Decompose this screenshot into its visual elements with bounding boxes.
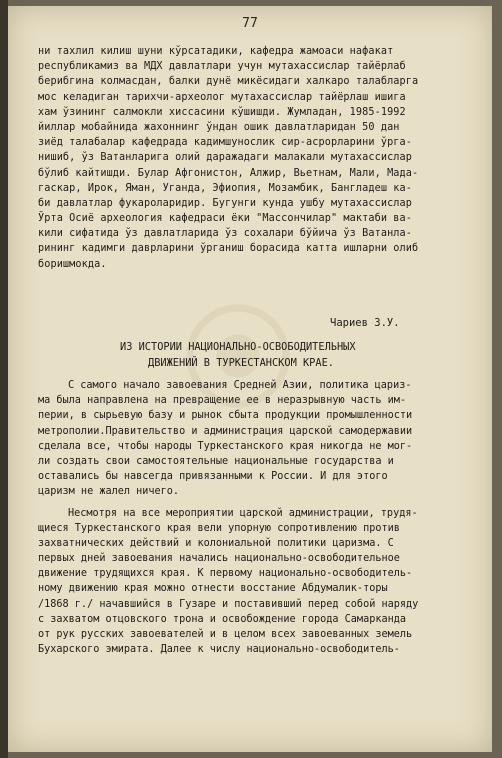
text-line: ни тахлил килиш шуни кўрсатадики, кафедра жамоаси нафакат (38, 46, 394, 57)
text-line: щиеся Туркестанского края вели упорную сопротивлению против (38, 522, 400, 534)
author-name: Чариев З.У. (330, 317, 400, 329)
title-line: ДВИЖЕНИЙ В ТУРКЕСТАНСКОМ КРАЕ. (148, 357, 334, 369)
text-line: С самого начало завоевания Средней Азии, политика цариз- (68, 380, 412, 391)
text-line: гаскар, Ирок, Яман, Уганда, Эфиопия, Мозамбик, Бангладеш ка- (38, 182, 413, 194)
text-line: захватнических действий и колониальной политики царизма. С (38, 537, 394, 549)
text-line: от рук русских завоевателей и в целом всех завоеванных земель (38, 629, 413, 640)
text-line: первых дней завоевания начались национально-освободительное (38, 553, 400, 565)
text-line: с захватом отцовского трона и освобождение города Самарканда (38, 613, 407, 625)
text-line: царизм не жалел ничего. (38, 486, 180, 498)
text-line: кили сифатида ўз давлатларида ўз сохалари бўйича ўз Ватанла- (38, 228, 413, 240)
text-line: метрополии.Правительство и администрация царской самодержавии (38, 425, 413, 437)
text-line: рининг кадимги даврларини ўрганиш борасида катта ишларни олиб (38, 243, 419, 255)
text-line: хам ўзининг салмокли хиссасини кўшишди. Жумладан, 1985-1992 (38, 106, 406, 118)
text-line: ма была направлена на превращение ее в неразрывную часть им- (38, 395, 407, 407)
text-line: нишиб, ўз Ватанларига олий даражадаги малакали мутахассислар (38, 152, 413, 164)
text-line: зиёд талабалар кафедрада кадимшунослик сир-асрорларини ўрга- (38, 137, 413, 149)
document-page (8, 6, 492, 752)
text-line: оставались бы навсегда привязанными к России. И для этого (38, 471, 388, 483)
text-line: берибгина колмасдан, балки дунё микёсидаги халкаро талабларга (38, 76, 419, 88)
text-line: мос келадиган тарихчи-археолог мутахассислар тайёрлаш ишига (38, 91, 406, 103)
text-line: движение трудящихся края. К первому национально-освободитель- (38, 568, 413, 580)
text-line: йиллар мобайнида жахоннинг ўндан ошик давлатларидан 50 дан (38, 121, 400, 133)
uzbek-paragraph (38, 44, 478, 272)
text-line: республикамиз ва МДХ давлатлари учун мутахассислар тайёрлаб (38, 61, 406, 73)
text-line: Бухарского эмирата. Далее к числу национально-освободитель- (38, 644, 400, 656)
text-line: бўлиб кайтишди. Булар Афгонистон, Алжир, Вьетнам, Мали, Мада- (38, 167, 419, 179)
text-line: Несмотря на все мероприятии царской администрации, трудя- (68, 507, 418, 519)
scan-edge (0, 0, 8, 758)
page-number: 77 (242, 16, 258, 31)
text-line: сделала все, чтобы народы Туркестанского края никогда не мог- (38, 440, 413, 452)
text-line: ному движению края можно отнести восстание Абдумалик-торы (38, 583, 388, 595)
text-line: /1868 г./ начавшийся в Гузаре и поставивший перед собой наряду (38, 598, 419, 610)
article-title (120, 339, 450, 371)
russian-article-body (38, 378, 478, 657)
text-line: би давлатлар фукароларидир. Бугунги кунда ушбу мутахассислар (38, 197, 413, 209)
text-line: ли создать свои самостоятельные национальные государства и (38, 455, 394, 467)
text-line: перии, в сырьевую базу и рынок сбыта продукции промышленности (38, 410, 413, 422)
text-line: Ўрта Осиё археология кафедраси ёки "Массончилар" мактаби ва- (38, 213, 413, 225)
title-line: ИЗ ИСТОРИИ НАЦИОНАЛЬНО-ОСВОБОДИТЕЛЬНЫХ (120, 341, 356, 353)
text-line: боришмокда. (38, 258, 107, 270)
